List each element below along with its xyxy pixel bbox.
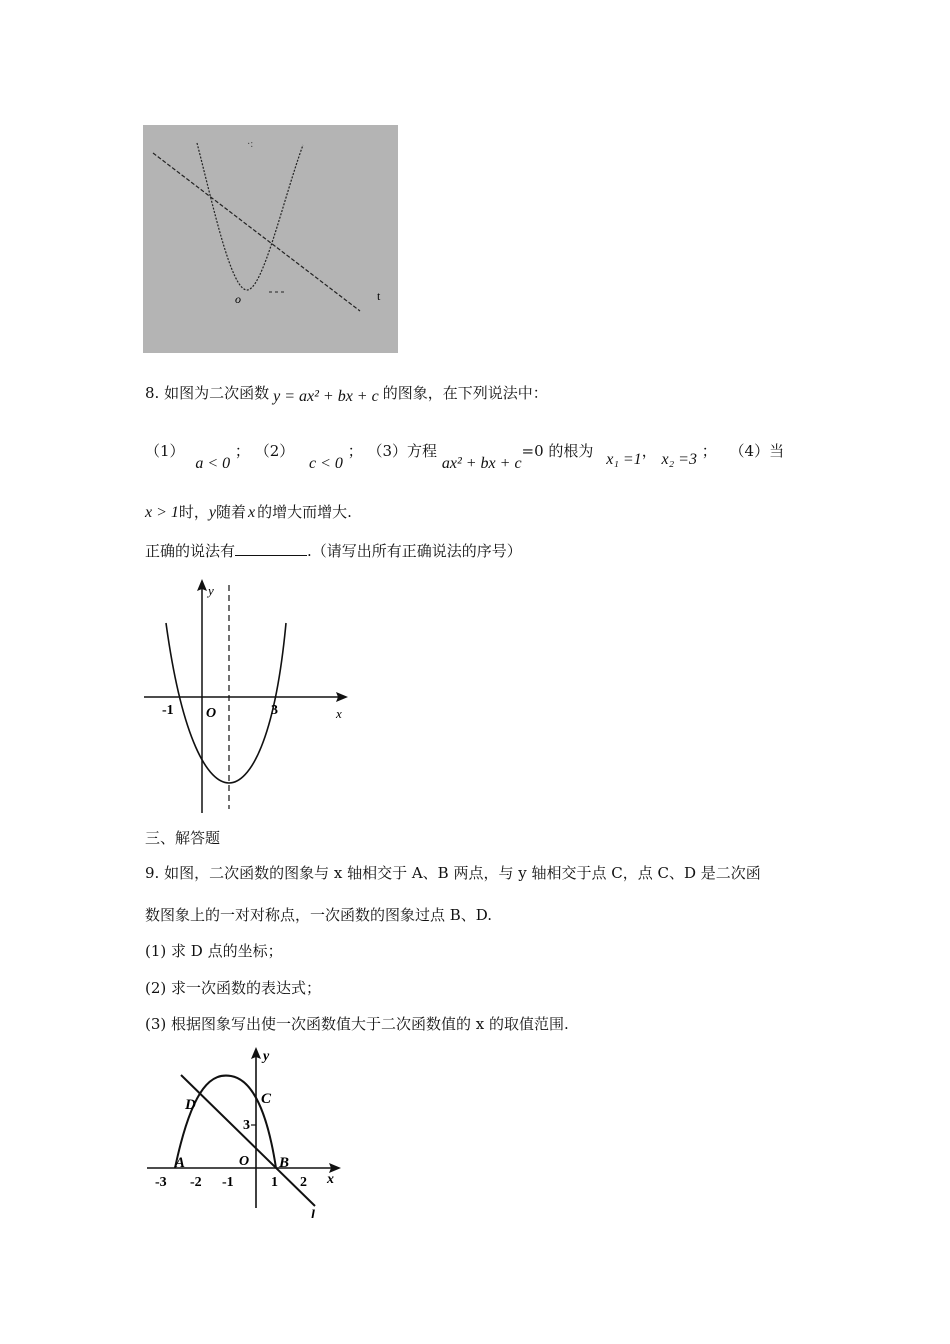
q8-sep3: ； [701,442,717,460]
figure-2-parabola [166,623,286,783]
figure-3-tick-neg2: -2 [190,1175,202,1190]
q8-answer-blank[interactable] [235,541,307,556]
q9-part-3: (3) 根据图象写出使一次函数值大于二次函数值的 x 的取值范围. [145,1015,569,1033]
q8-cond-math: x > 1 [145,504,179,521]
q9-part-2: (2) 求一次函数的表达式； [145,979,322,997]
figure-3-tick-neg3: -3 [155,1175,167,1190]
q8-answer-line [145,540,522,561]
figure-3-y-label: y [263,1049,270,1064]
q8-lead: 8. 如图为二次函数 [145,384,270,402]
q8-cond-y: y [208,504,217,521]
q8-line-1 [145,382,548,403]
figure-3-tick-3: 3 [243,1118,250,1133]
q8-s1-num: （1） [145,442,185,460]
figure-2-x-label: x [336,706,342,721]
q8-s4: （4）当 [729,442,785,460]
q8-answer-prefix: 正确的说法有 [145,542,236,560]
q8-cond-a: 时， [178,503,209,521]
figure-1-background [143,125,398,353]
q8-root-x1: x₁ =1 [606,451,642,468]
figure-1-x-axis-label: t [377,289,381,303]
figure-2 [140,575,355,815]
figure-3-tick-neg1: -1 [222,1175,234,1190]
figure-2-tick-3: 3 [271,703,278,718]
q9-part-1: (1) 求 D 点的坐标； [145,942,283,960]
figure-2-tick-neg1: -1 [162,703,174,718]
q8-sep2: ； [347,442,363,460]
figure-1-graph [143,125,398,353]
figure-3-point-c: C [261,1091,272,1107]
q8-s2-num: （2） [254,442,295,460]
figure-1 [143,125,398,353]
figure-2-graph [140,575,355,815]
q8-sep1: ； [234,442,250,460]
q8-root-x2: x₂ =3 [661,451,697,468]
figure-1-y-mark: ·: [247,139,254,150]
figure-3-tick-1: 1 [271,1175,278,1190]
figure-2-y-label: y [208,583,214,598]
q8-comma: ， [641,442,657,460]
q8-cond-b: 随着 [216,503,247,521]
q8-s1-math: a < 0 [195,455,231,472]
figure-3-origin: O [239,1154,250,1169]
q8-s3-math: ax² + bx + c [441,455,522,472]
figure-1-origin-label: o [235,292,241,306]
figure-3-tick-2: 2 [300,1175,307,1190]
q8-cond-c: 的增大而增大. [257,503,352,521]
q9-line-2: 数图象上的一对对称点，一次函数的图象过点 B、D. [145,906,493,924]
q8-s2-math: c < 0 [309,455,343,472]
figure-3 [143,1043,348,1218]
q8-cond-x: x [248,504,256,521]
q8-answer-suffix: .（请写出所有正确说法的序号） [307,542,522,560]
figure-3-point-b: B [279,1155,290,1171]
q8-s3-num: （3）方程 [367,442,438,460]
figure-3-graph [143,1043,348,1218]
section-heading: 三、解答题 [145,829,221,847]
q9-line-1: 9. 如图，二次函数的图象与 x 轴相交于 A、B 两点，与 y 轴相交于点 C，点 C、D 是二次函 [145,864,761,882]
figure-3-l-label: l [311,1208,315,1218]
q8-condition [145,501,352,522]
figure-3-point-d: D [185,1097,196,1113]
q8-function: y = ax² + bx + c [273,388,379,405]
figure-2-origin-label: O [206,706,217,721]
q8-statements [145,440,785,472]
figure-3-x-label: x [327,1172,334,1187]
q8-s3-mid: =0 的根为 [521,442,594,460]
q8-tail: 的图象，在下列说法中： [382,384,548,402]
figure-3-point-a: A [175,1155,186,1171]
